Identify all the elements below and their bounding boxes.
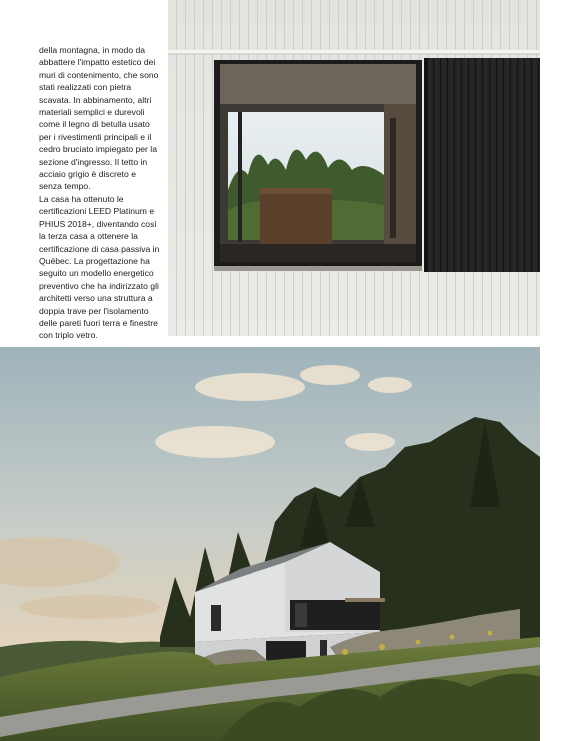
article-paragraph-1: della montagna, in modo da abbattere l'impatto estetico dei muri di contenimento, che sono stati realizzati con pietra scavata. In abbinamento, altri materiali semplici e durevoli come il legno di betulla usato per i rivestimenti principali e il cedro bruciato impiegato per la sezione d'ingresso. Il tetto in acciaio grigio è discreto e senza tempo.: [39, 45, 159, 192]
photo-window-detail: [168, 0, 540, 336]
article-text-column: [39, 44, 161, 342]
article-paragraph-2: La casa ha ottenuto le certificazioni LEED Platinum e PHIUS 2018+, diventando così la terza casa a ottenere la certificazione di casa passiva in Québec. La progettazione ha seguito un modello energetico preventivo che ha indirizzato gli architetti verso una struttura a doppia trave per l'isolamento delle pareti fuori terra e finestre con triplo vetro.: [39, 193, 160, 341]
photo-house-exterior: [0, 347, 540, 741]
